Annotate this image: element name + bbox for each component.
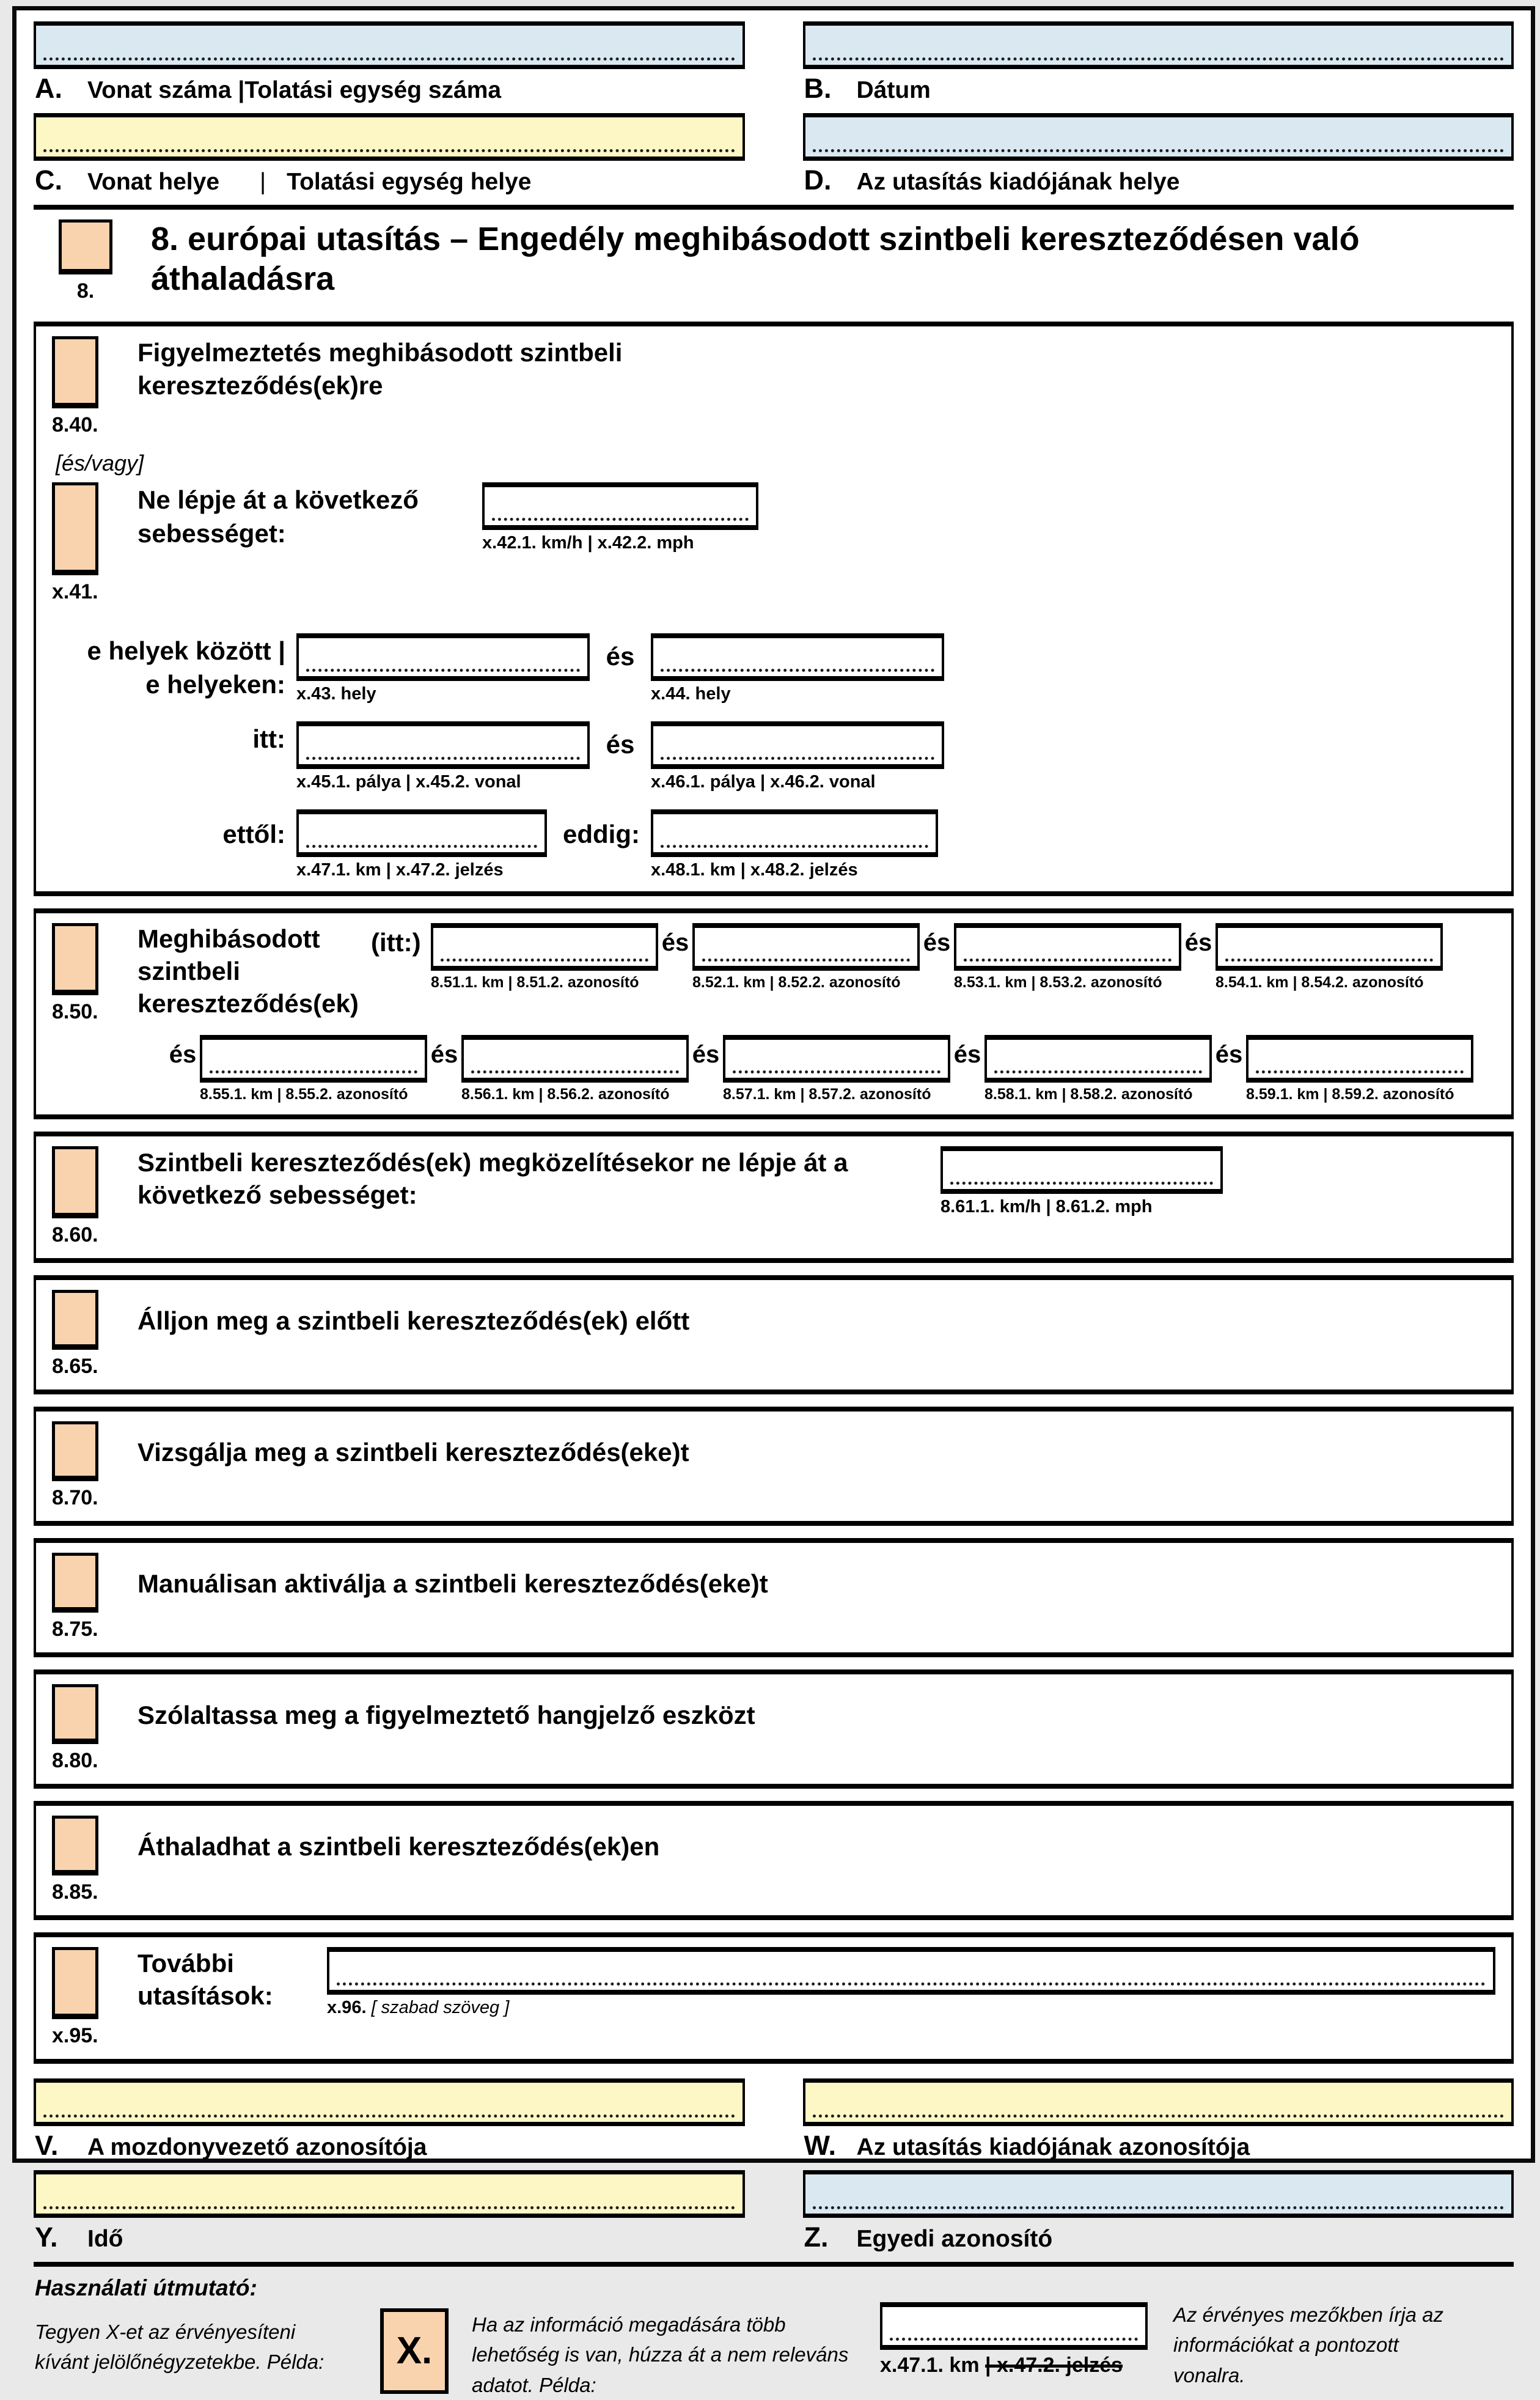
guide-title: Használati útmutató: [35,2275,257,2300]
checkbox-column [52,923,138,1103]
field-z-label-row [804,2221,1514,2253]
label-8-60: Szintbeli kereszteződés(ek) megközelítésekor ne lépje át a következő sebességet: [138,1147,848,1210]
caption-8-55: 8.55.1. km | 8.55.2. azonosító [200,1085,408,1103]
checkbox-8-number: 8. [76,279,95,303]
checkbox-8-80-number: 8.80. [52,1748,98,1772]
field-c-label-1: Vonat helye [87,169,220,195]
and-word: és [169,1040,197,1068]
guide-item-1: Tegyen X-et az érvényesíteni kívánt jelölőnégyzetekbe. Példa: [35,2320,324,2374]
dotted-line [43,2115,735,2118]
crossing-input-8-58[interactable] [985,1035,1212,1083]
field-z-letter: Z. [804,2221,829,2253]
dotted-line [43,149,735,152]
caption-8-51: 8.51.1. km | 8.51.2. azonosító [431,974,639,991]
label-x-41: Ne lépje át a következő sebességet: [138,485,419,548]
crossings-content [138,923,1495,1103]
dotted-line [306,845,537,848]
guide-column-3 [472,2275,869,2400]
and-word: és [430,1040,458,1068]
dotted-line [441,959,648,962]
form-title: 8. európai utasítás – Engedély meghibásodott szintbeli kereszteződésen való áthaladásra [151,221,1360,297]
section-8-85 [34,1801,1514,1920]
row-8-75 [52,1553,1495,1641]
crossing-input-8-55[interactable] [200,1035,427,1083]
dotted-line [813,2206,1505,2209]
header-separator [34,205,1514,210]
label-8-50-line-1: Meghibásodott [138,924,320,953]
dotted-line [994,1070,1202,1073]
track-input-x-46[interactable] [651,721,944,769]
train-location-field[interactable] [34,113,745,161]
checkbox-8-70-number: 8.70. [52,1485,98,1509]
dotted-line [813,57,1505,61]
crossing-input-group-8-51 [431,923,658,1020]
checkbox-8-65[interactable] [52,1290,98,1350]
field-c-separator: | [260,169,266,195]
guide-column-2 [380,2275,472,2400]
label-8-50 [138,923,371,1020]
dotted-line [306,669,580,672]
crossing-input-group-8-55 [200,1035,427,1103]
field-w-cell [803,2078,1514,2170]
caption-x-48: x.48.1. km | x.48.2. jelzés [651,860,858,880]
crossing-input-8-53[interactable] [954,923,1181,971]
section-8-80 [34,1669,1514,1789]
crossing-input-group-8-54 [1216,923,1443,1020]
track-input-x-45[interactable] [296,721,590,769]
caption-8-54: 8.54.1. km | 8.54.2. azonosító [1216,974,1424,991]
and-word: és [953,1040,981,1068]
label-8-75: Manuálisan aktiválja a szintbeli kereszteződés(eke)t [138,1569,768,1598]
field-y-label: Idő [87,2225,123,2252]
crossing-input-8-57[interactable] [723,1035,950,1083]
section-8-75 [34,1538,1514,1657]
track-input-group-x-45 [296,721,590,792]
field-d-label: Az utasítás kiadójának helye [856,169,1180,195]
crossing-input-group-8-59 [1246,1035,1473,1103]
row-8-85 [52,1816,1495,1904]
row-between-places [52,633,1495,704]
checkbox-x-95[interactable] [52,1947,98,2019]
dotted-line [492,518,749,521]
between-places-label-line-2: e helyeken: [145,669,285,699]
crossing-input-group-8-56 [461,1035,689,1103]
field-c-label-row [35,164,745,196]
itt-parenthesis-label: (itt:) [371,928,421,957]
and-word: és [692,1040,720,1068]
checkbox-column [52,1553,138,1641]
caption-x-44: x.44. hely [651,684,731,704]
field-b-cell [803,21,1514,113]
checkbox-x-41[interactable] [52,482,98,575]
issuer-location-field[interactable] [803,113,1514,161]
row-8-50 [52,923,1495,1103]
crossings-row-2 [138,1035,1495,1103]
and-word: és [1215,1040,1243,1068]
section-8-60 [34,1132,1514,1263]
checkbox-8-70[interactable] [52,1421,98,1481]
guide-column-1 [35,2275,380,2400]
track-input-group-x-46 [651,721,944,792]
field-y-cell [34,2170,745,2262]
caption-8-61: 8.61.1. km/h | 8.61.2. mph [941,1196,1153,1217]
field-a-letter: A. [35,73,62,104]
example-caption-struck: | x.47.2. jelzés [985,2353,1123,2377]
dotted-line [661,845,928,848]
field-w-letter: W. [804,2129,836,2161]
issuer-id-field[interactable] [803,2078,1514,2126]
driver-id-field[interactable] [34,2078,745,2126]
dotted-line [890,2338,1138,2341]
checkbox-8-75-number: 8.75. [52,1617,98,1641]
dotted-line [661,669,934,672]
checkbox-8-85[interactable] [52,1816,98,1875]
place-input-group-x-43 [296,633,590,704]
field-z-label: Egyedi azonosító [856,2225,1053,2252]
caption-x-47: x.47.1. km | x.47.2. jelzés [296,860,504,880]
checkbox-column [52,482,138,604]
field-w-label: Az utasítás kiadójának azonosítója [856,2133,1250,2160]
field-w-label-row [804,2130,1514,2162]
checkbox-8-65-number: 8.65. [52,1354,98,1378]
label-x-95-line-2: utasítások: [138,1981,273,2011]
caption-8-53: 8.53.1. km | 8.53.2. azonosító [954,974,1162,991]
time-field[interactable] [34,2170,745,2218]
km-input-x-48[interactable] [651,809,938,857]
field-b-label: Dátum [856,77,931,103]
crossing-input-8-52[interactable] [692,923,920,971]
checkbox-column [52,1816,138,1904]
dotted-line [210,1070,417,1073]
dotted-line [661,757,934,760]
field-a-label: Vonat száma |Tolatási egység száma [87,77,502,103]
itt-label: itt: [252,724,285,753]
checkbox-column [52,1684,138,1773]
place-input-x-43[interactable] [296,633,590,681]
label-x-95 [138,1947,321,2048]
checkbox-x-95-number: x.95. [52,2023,98,2047]
field-y-label-row [35,2221,745,2253]
section-8-65 [34,1275,1514,1394]
crossing-input-8-54[interactable] [1216,923,1443,971]
checkbox-8-75[interactable] [52,1553,98,1613]
crossings-row-1 [138,923,1495,1020]
crossing-input-group-8-52 [692,923,920,1020]
form-title-block [34,210,1514,309]
row-x-95 [52,1947,1495,2048]
km-input-group-x-47 [296,809,547,880]
dotted-line [306,757,580,760]
row-8-40 [52,336,1495,437]
ettol-label: ettől: [222,820,285,848]
field-v-label: A mozdonyvezető azonosítója [87,2133,427,2160]
caption-8-52: 8.52.1. km | 8.52.2. azonosító [692,974,901,991]
label-x-95-line-1: További [138,1948,234,1978]
x-example-checkbox [380,2308,449,2394]
label-8-65: Álljon meg a szintbeli kereszteződés(ek) előtt [138,1306,690,1335]
label-8-85: Áthaladhat a szintbeli kereszteződés(ek)en [138,1831,660,1861]
checkbox-column [52,336,138,437]
caption-x-96 [327,1998,1495,2018]
checkbox-column [52,1146,138,1247]
checkbox-8-80[interactable] [52,1684,98,1744]
km-input-x-47[interactable] [296,809,547,857]
guide-item-2: Ha az információ megadására több lehetőség is van, húzza át a nem releváns adatot. Példa: [472,2313,849,2396]
between-places-label [52,633,296,701]
dotted-line [964,959,1172,962]
crossing-input-8-59[interactable] [1246,1035,1473,1083]
field-v-cell [34,2078,745,2170]
field-a-cell [34,21,745,113]
crossing-input-8-51[interactable] [431,923,658,971]
caption-x-43: x.43. hely [296,684,376,704]
dotted-line [813,2115,1505,2118]
km-input-group-x-48 [651,809,938,880]
checkbox-column [52,1947,138,2048]
caption-8-56: 8.56.1. km | 8.56.2. azonosító [461,1085,670,1103]
eddig-label: eddig: [563,820,640,848]
row-x-41 [52,482,1495,604]
caption-x-96-free-text: [ szabad szöveg ] [371,1997,510,2017]
caption-8-57: 8.57.1. km | 8.57.2. azonosító [723,1085,931,1103]
dotted-line [733,1070,941,1073]
dotted-line [1256,1070,1464,1073]
dotted-line [43,2206,735,2209]
place-input-x-44[interactable] [651,633,944,681]
checkbox-8[interactable] [59,219,112,274]
section-8-40 [34,322,1514,896]
crossing-input-group-8-58 [985,1035,1212,1103]
checkbox-x-41-number: x.41. [52,580,98,603]
and-word: és [661,929,689,956]
footer-separator [34,2262,1514,2267]
guide-column-4 [869,2275,1173,2400]
checkbox-8-50[interactable] [52,923,98,995]
label-8-50-line-3: kereszteződés(ek) [138,988,359,1018]
field-c-cell [34,113,745,205]
field-b-letter: B. [804,73,832,104]
checkbox-8-85-number: 8.85. [52,1880,98,1904]
label-8-70: Vizsgálja meg a szintbeli kereszteződés(eke)t [138,1437,689,1467]
unique-id-field[interactable] [803,2170,1514,2218]
checkbox-8-60-number: 8.60. [52,1223,98,1246]
row-track-line [52,721,1495,792]
row-from-to [52,809,1495,880]
row-8-65 [52,1290,1495,1379]
example-input-box [880,2302,1148,2350]
field-a-label-row [35,73,745,105]
free-text-group-x-96 [327,1947,1495,2048]
form-page [12,6,1535,2396]
caption-8-58: 8.58.1. km | 8.58.2. azonosító [985,1085,1193,1103]
speed-input-group-8-61 [941,1146,1223,1247]
and-word: és [923,929,951,956]
dotted-line [813,149,1505,152]
train-number-field[interactable] [34,21,745,69]
crossing-input-group-8-57 [723,1035,950,1103]
header-fields-row-1 [34,21,1514,113]
caption-8-59: 8.59.1. km | 8.59.2. azonosító [1246,1085,1454,1103]
speed-input-8-61[interactable] [941,1146,1223,1194]
title-checkbox-column [52,219,119,303]
field-c-label-2: Tolatási egység helye [287,169,532,195]
caption-x-42: x.42.1. km/h | x.42.2. mph [482,533,694,553]
caption-x-96-number: x.96. [327,1997,367,2017]
field-c-letter: C. [35,164,62,196]
place-input-group-x-44 [651,633,944,704]
crossing-input-8-56[interactable] [461,1035,689,1083]
row-8-80 [52,1684,1495,1773]
field-v-label-row [35,2130,745,2162]
caption-x-46: x.46.1. pálya | x.46.2. vonal [651,772,876,792]
crossing-input-group-8-53 [954,923,1181,1020]
caption-x-45: x.45.1. pálya | x.45.2. vonal [296,772,521,792]
and-or-note: [és/vagy] [56,451,144,476]
speed-input-x-42[interactable] [482,482,758,530]
dotted-line [337,1982,1486,1986]
dotted-line [1225,959,1433,962]
usage-guide [34,2267,1514,2400]
field-d-cell [803,113,1514,205]
id-fields-row-2 [34,2170,1514,2262]
label-8-40: Figyelmeztetés meghibásodott szintbeli kereszteződés(ek)re [138,338,623,400]
guide-column-5 [1173,2275,1448,2400]
field-y-letter: Y. [35,2221,58,2253]
dotted-line [471,1070,679,1073]
between-places-label-line-1: e helyek között | [87,636,285,665]
example-caption [880,2354,1173,2377]
id-fields-row-1 [34,2078,1514,2170]
label-8-80: Szólaltassa meg a figyelmeztető hangjelző eszközt [138,1700,755,1729]
row-8-70 [52,1421,1495,1510]
checkbox-8-40[interactable] [52,336,98,408]
field-v-letter: V. [35,2129,59,2161]
field-d-label-row [804,164,1514,196]
checkbox-column [52,1290,138,1379]
label-8-50-line-2: szintbeli [138,956,241,985]
dotted-line [43,57,735,61]
field-z-cell [803,2170,1514,2262]
speed-input-group-x-42 [482,482,758,604]
and-word: és [606,730,635,759]
checkbox-8-60[interactable] [52,1146,98,1218]
date-field[interactable] [803,21,1514,69]
checkbox-column [52,1421,138,1510]
field-b-label-row [804,73,1514,105]
checkbox-8-50-number: 8.50. [52,1000,98,1023]
section-8-70 [34,1407,1514,1526]
example-caption-keep: x.47.1. km [880,2353,986,2377]
dotted-line [702,959,910,962]
field-d-letter: D. [804,164,832,196]
free-text-input-x-96[interactable] [327,1947,1495,1995]
x-mark: X. [396,2330,433,2372]
guide-item-3: Az érvényes mezőkben írja az információkat a pontozott vonalra. [1173,2303,1444,2387]
row-8-60 [52,1146,1495,1247]
checkbox-8-40-number: 8.40. [52,413,98,436]
and-word: és [1184,929,1212,956]
header-fields-row-2 [34,113,1514,205]
section-x-95 [34,1932,1514,2064]
and-word: és [606,642,635,671]
dotted-line [950,1182,1213,1185]
section-8-50 [34,908,1514,1119]
